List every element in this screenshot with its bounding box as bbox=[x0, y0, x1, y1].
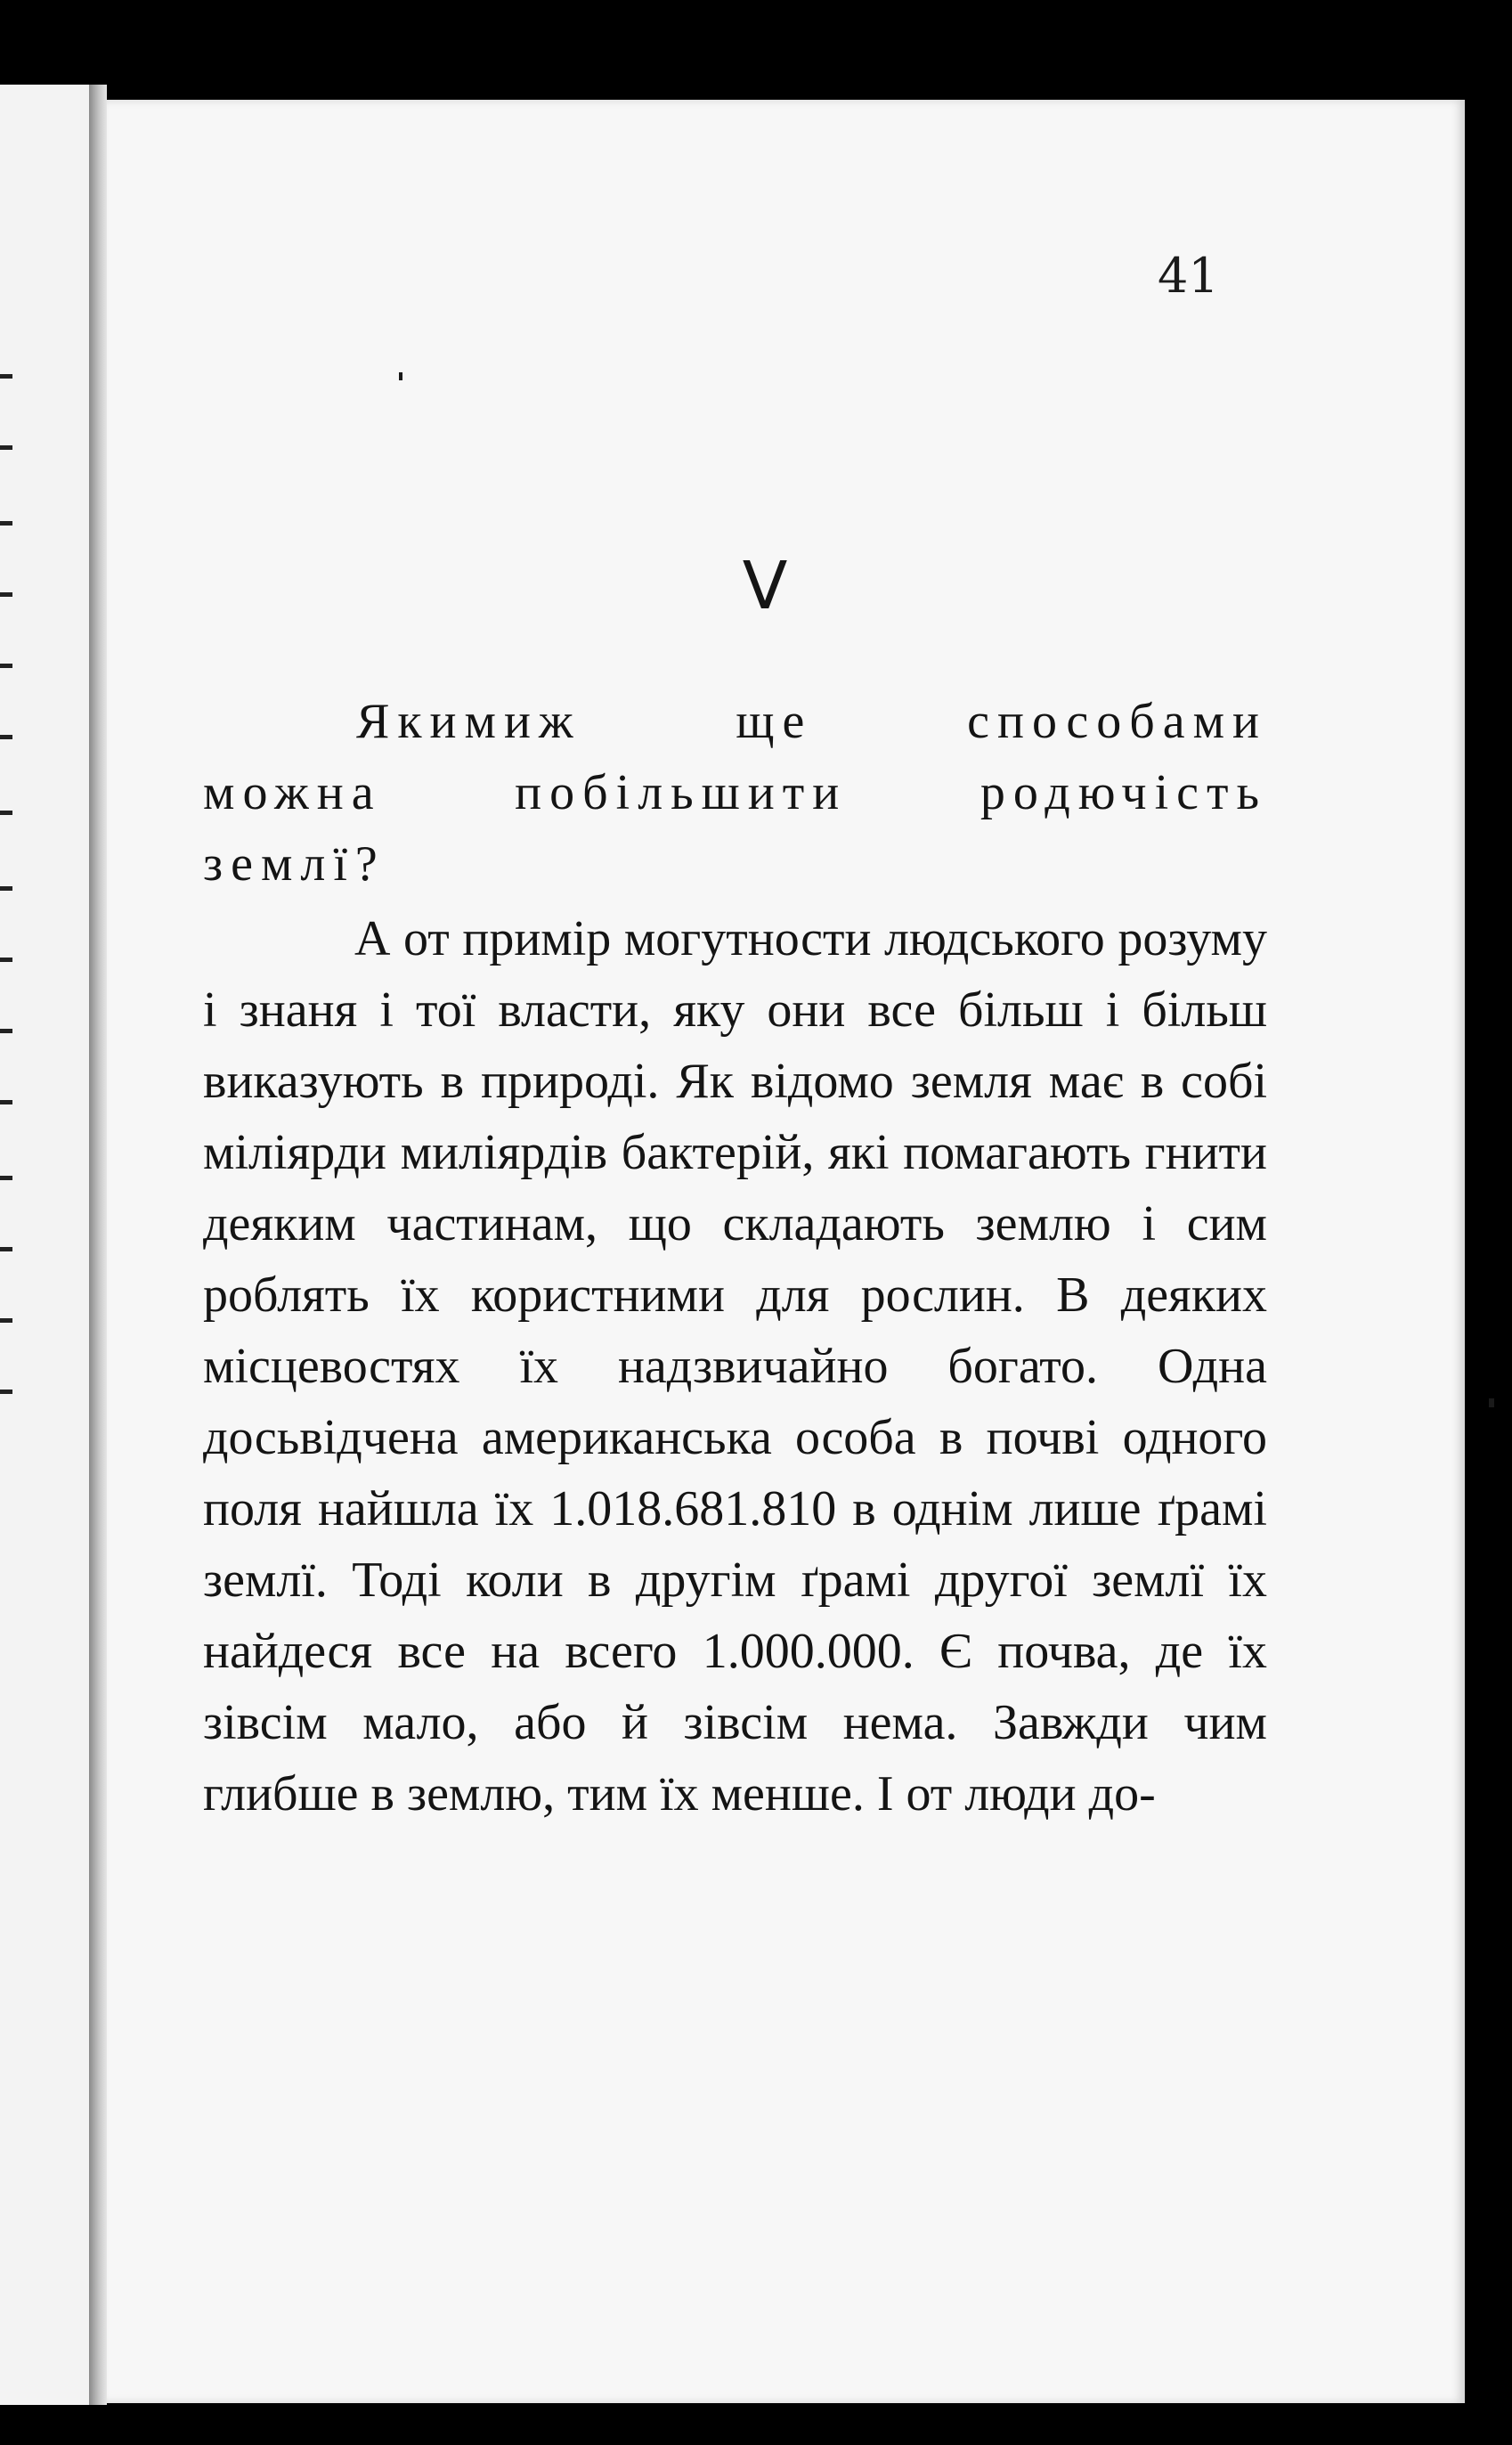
print-speck bbox=[399, 372, 402, 380]
margin-mark bbox=[0, 811, 12, 815]
question-heading: Якимиж ще способами можна побільшити родючість землї? bbox=[203, 694, 1267, 892]
margin-mark bbox=[0, 1390, 12, 1394]
margin-mark bbox=[0, 521, 12, 526]
margin-mark bbox=[0, 1247, 12, 1251]
margin-mark bbox=[0, 886, 12, 891]
main-text bbox=[203, 686, 1267, 1830]
chapter-numeral: V bbox=[742, 548, 788, 624]
margin-mark bbox=[0, 735, 12, 739]
margin-mark bbox=[0, 1100, 12, 1104]
margin-mark bbox=[0, 1029, 12, 1033]
margin-mark bbox=[0, 445, 12, 450]
page-number: 41 bbox=[1158, 248, 1219, 304]
margin-mark bbox=[0, 958, 12, 962]
book-spine bbox=[89, 85, 107, 2405]
margin-mark bbox=[0, 664, 12, 668]
print-speck bbox=[1489, 1398, 1494, 1407]
margin-mark bbox=[0, 374, 12, 379]
previous-page-edge bbox=[0, 85, 89, 2405]
margin-mark bbox=[0, 1318, 12, 1323]
body-paragraph: А от примір могутности людського розуму і знаня і тої власти, яку они все більш і більш виказують в природі. Як відомо земля має в собі міліярди миліярдів бактерій, які помагають гнити деяким частинам, що складають землю і сим роблять їх користними для рослин. В деяких місцевостях їх надзвичайно богато. Одна досьвідчена американська особа в почві одного поля найшла їх 1.018.681.810 в однім лише ґрамі землї. Тоді коли в другім ґрамі другої землї їх найдеся все на всего 1.000.000. Є почва, де їх зівсім мало, або й зівсім нема. Завжди чим глибше в землю, тим їх менше. І от люди до- bbox=[203, 911, 1267, 1822]
margin-mark bbox=[0, 1176, 12, 1180]
